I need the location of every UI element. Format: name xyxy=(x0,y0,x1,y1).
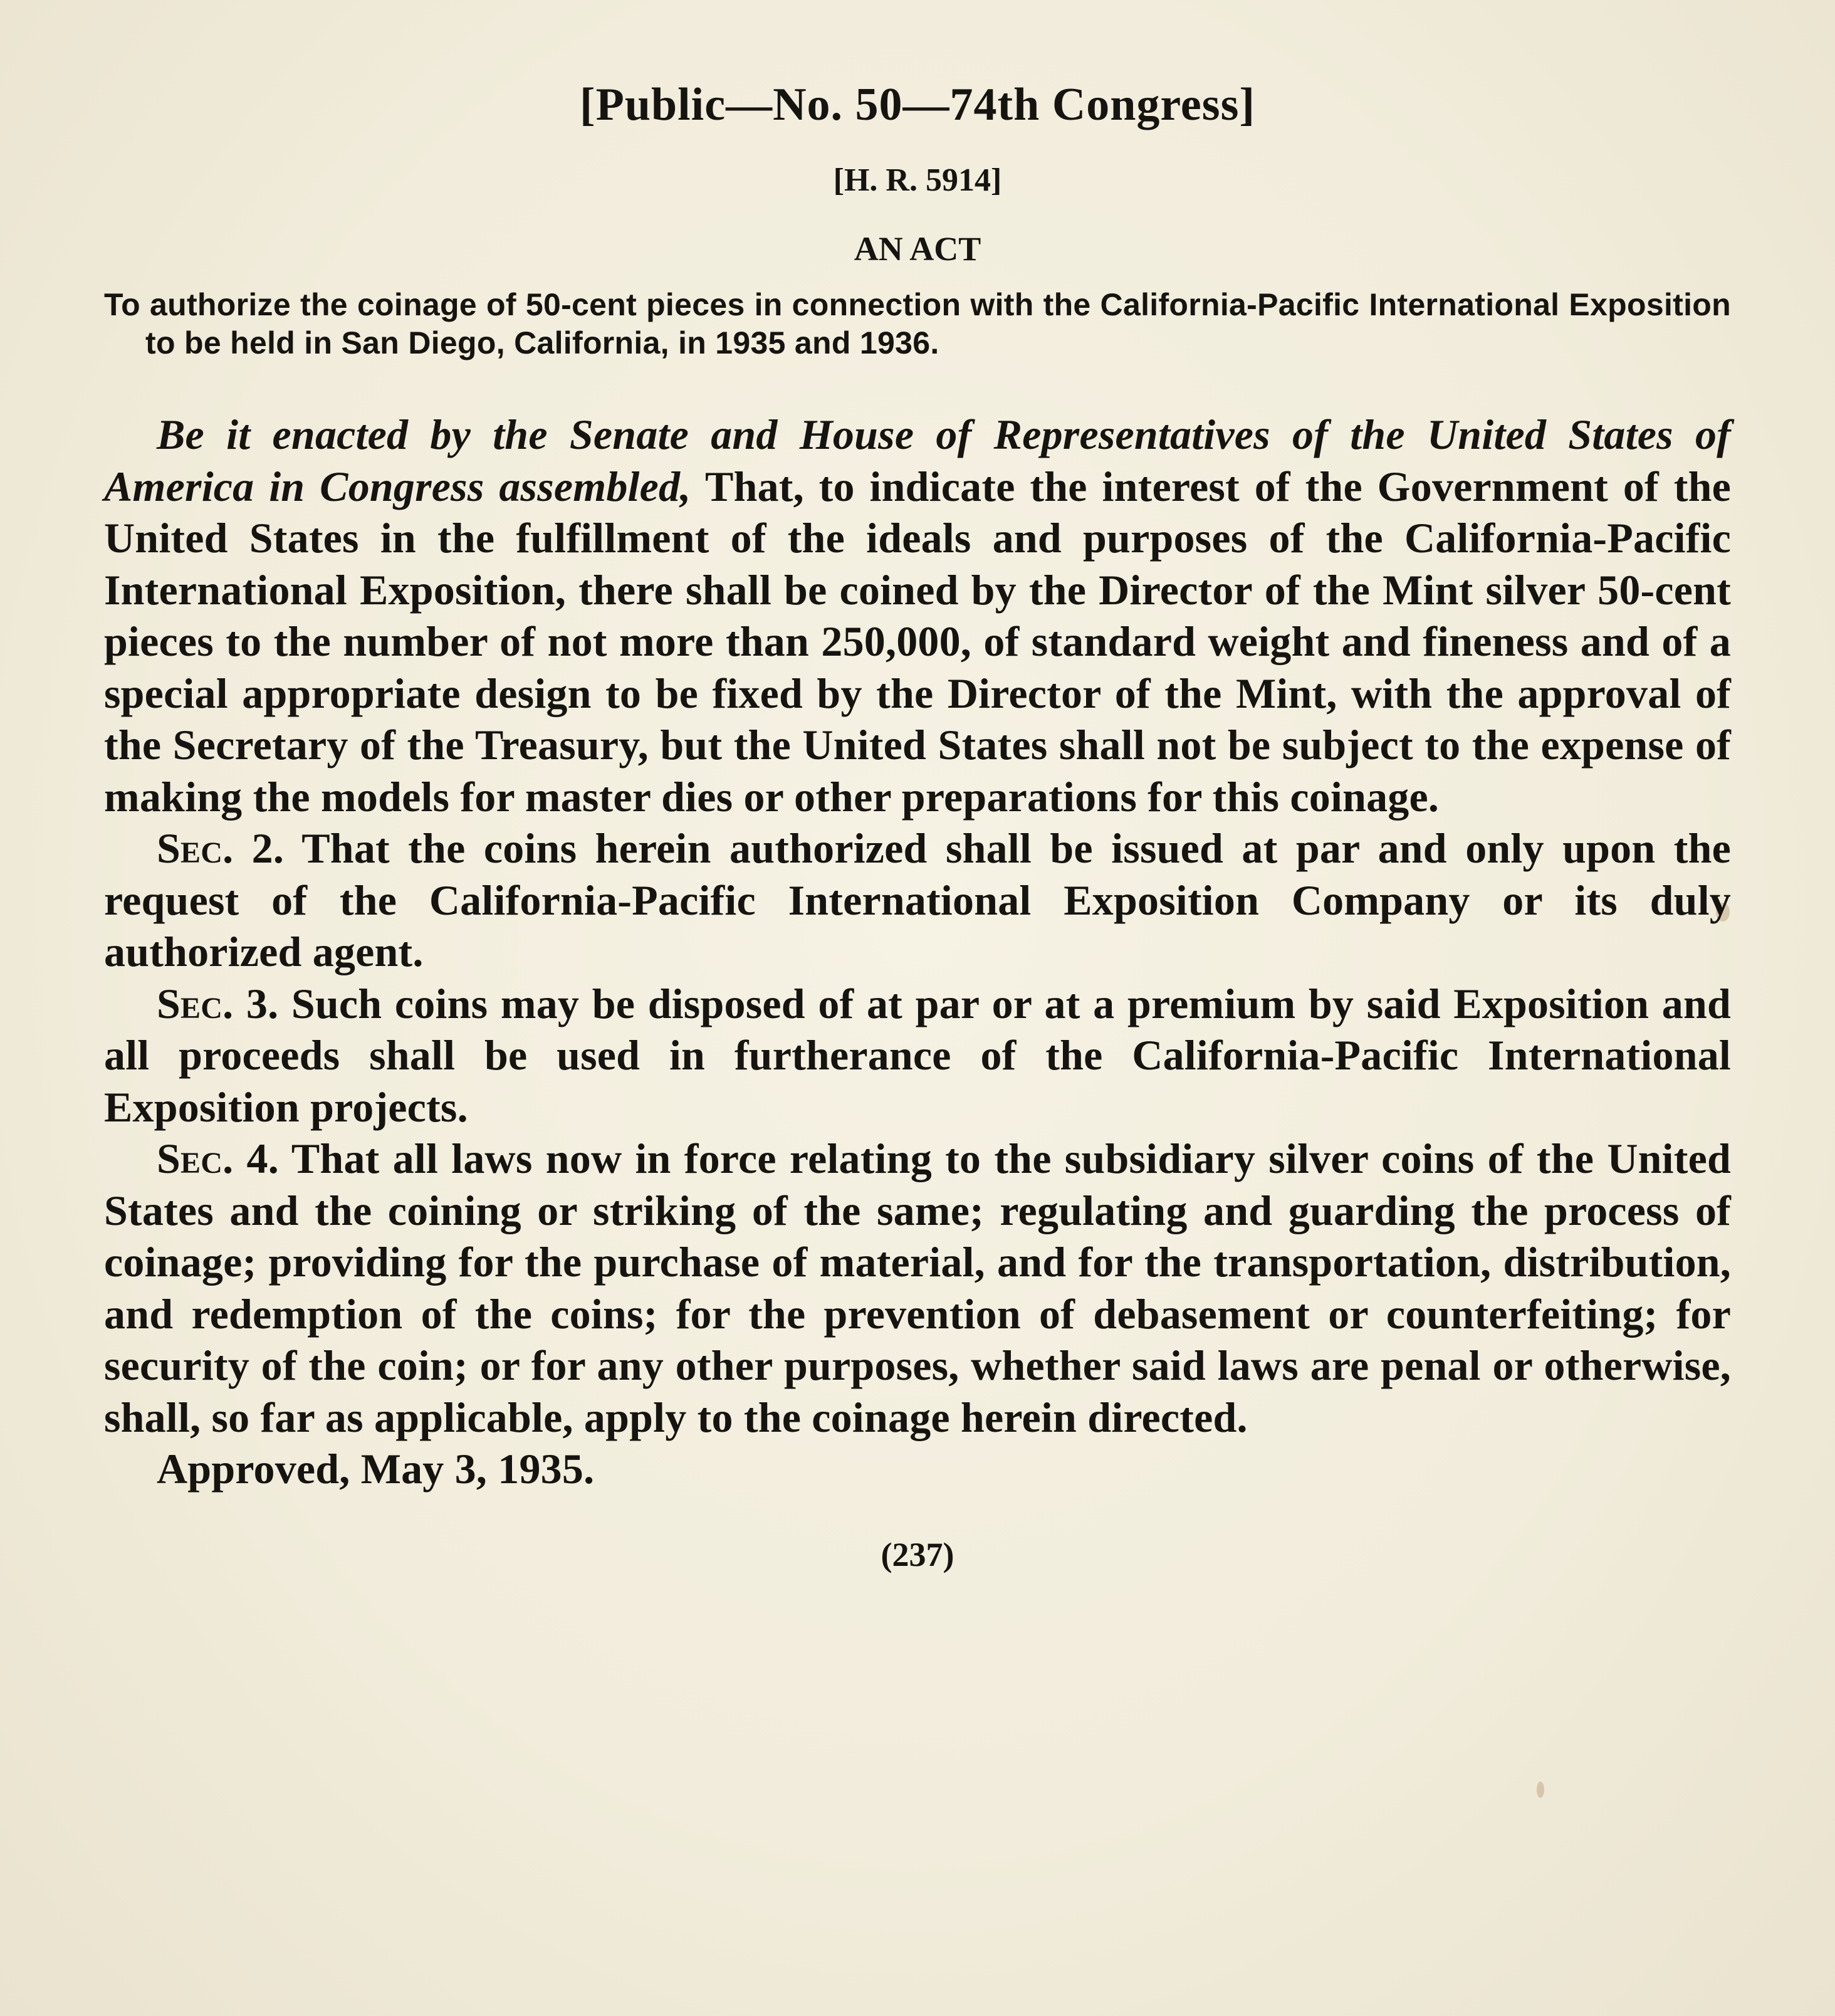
section-4-label: Sec. 4. xyxy=(157,1135,279,1182)
section-3-text: Such coins may be disposed of at par or at a premium by said Exposition and all proceeds shall be used in furtherance of the California-Pacific International Exposition projects. xyxy=(104,979,1731,1131)
purpose-statement: To authorize the coinage of 50-cent pieces in connection with the California-Pacific International Exposition to be held in San Diego, California, in 1935 and 1936. xyxy=(104,287,1731,360)
section-1 xyxy=(104,409,1731,822)
section-1-text: That, to indicate the interest of the Government of the United States in the fulfillment of the ideals and purposes of the California-Pacific International Exposition, there shall be coined by the Director of the Mint silver 50-cent pieces to the number of not more than 250,000, of standard weight and fineness and of a special appropriate design to be fixed by the Director of the Mint, with the approval of the Secretary of the Treasury, but the United States shall not be subject to the expense of making the models for master dies or other preparations for this coinage. xyxy=(104,462,1731,821)
enacting-clause: Be it enacted by the Senate and House of Representatives of the United States of America in Congress assembled, xyxy=(104,411,1731,510)
section-2-label: Sec. 2. xyxy=(157,824,285,872)
section-4 xyxy=(104,1133,1731,1443)
paper-stain xyxy=(1537,1782,1544,1798)
bill-number: [H. R. 5914] xyxy=(833,162,1002,198)
document-content xyxy=(104,81,1731,1574)
section-4-text: That all laws now in force relating to the subsidiary silver coins of the United States and the coining or striking of the same; regulating and guarding the process of coinage; providing for the purchase of material, and for the transportation, distribution, and redemption of the coins; for the prevention of debasement or counterfeiting; for security of the coin; or for any other purposes, whether said laws are penal or otherwise, shall, so far as applicable, apply to the coinage herein directed. xyxy=(104,1135,1731,1441)
section-2-text: That the coins herein authorized shall be issued at par and only upon the request of the California-Pacific International Exposition Company or its duly authorized agent. xyxy=(104,824,1731,975)
act-body xyxy=(104,409,1731,1495)
section-3 xyxy=(104,978,1731,1133)
act-title: AN ACT xyxy=(854,230,981,268)
section-2 xyxy=(104,822,1731,978)
section-3-label: Sec. 3. xyxy=(157,979,279,1027)
page-number: (237) xyxy=(881,1535,954,1573)
approval-date: Approved, May 3, 1935. xyxy=(157,1445,595,1493)
public-law-heading: [Public—No. 50—74th Congress] xyxy=(579,79,1256,130)
